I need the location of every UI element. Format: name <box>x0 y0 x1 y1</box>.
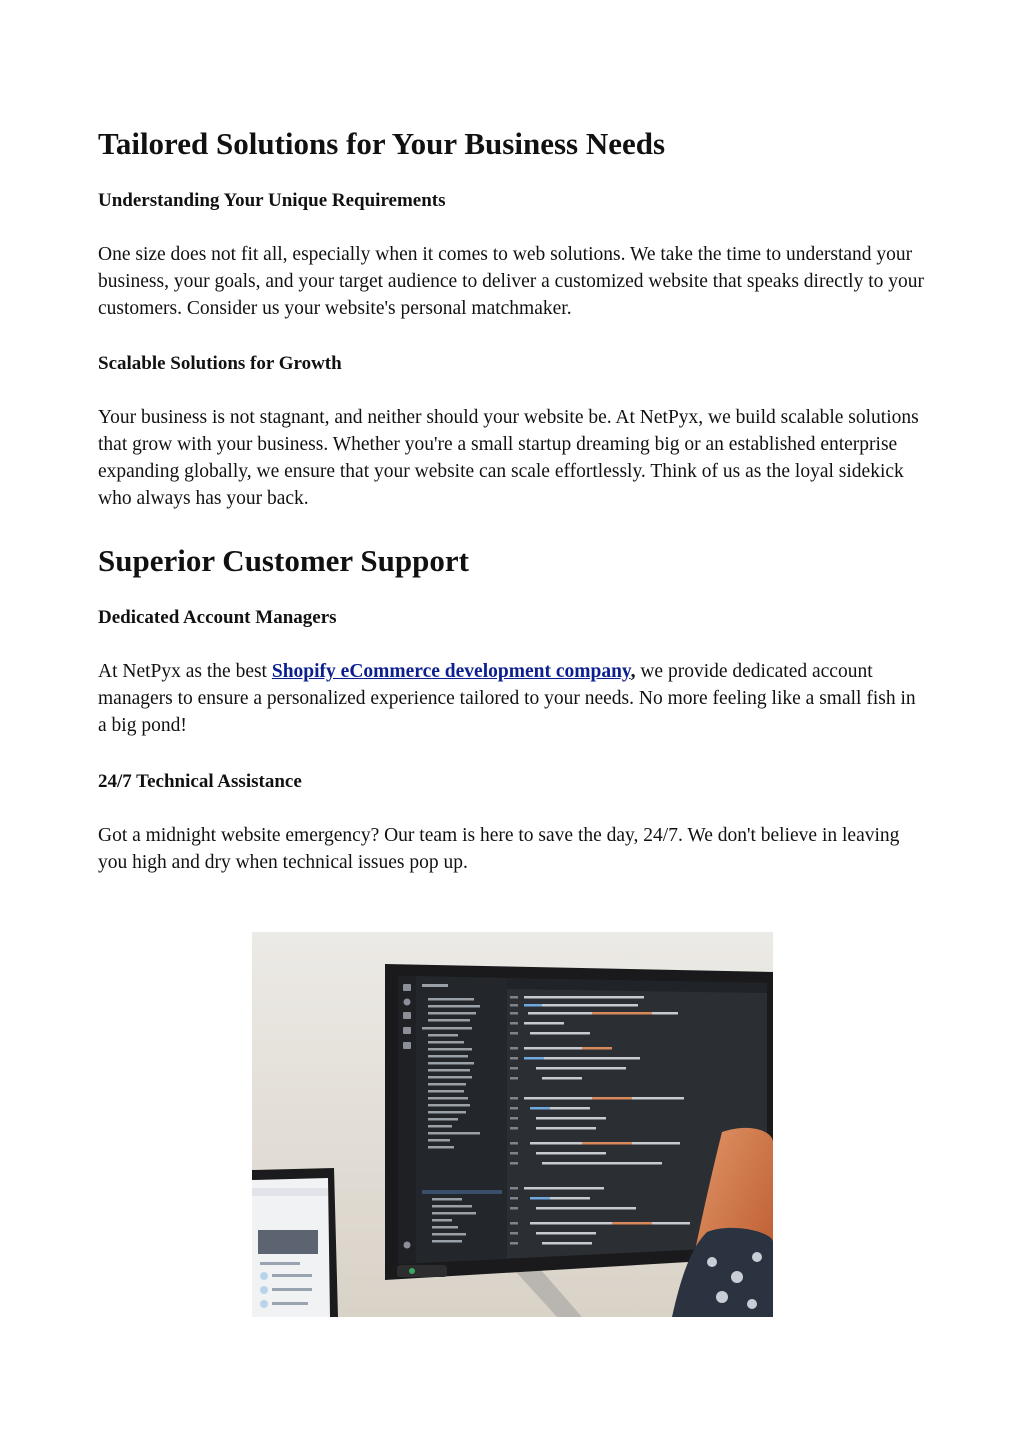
paragraph-prefix: At NetPyx as the best <box>98 661 272 682</box>
paragraph-scalable-solutions: Your business is not stagnant, and neither should your website be. At NetPyx, we build scalable solutions that grow with your business. Whether you're a small startup dreaming big or an established enterprise expanding globally, we ensure that your website can scale effortlessly. Think of us as the loyal sidekick who always has your back. <box>98 407 919 509</box>
editor-activity-bar <box>398 976 416 1264</box>
subsection-title-technical-assistance: 24/7 Technical Assistance <box>98 771 302 792</box>
section-heading-tailored-solutions: Tailored Solutions for Your Business Needs <box>98 126 666 161</box>
subsection-title-unique-requirements: Understanding Your Unique Requirements <box>98 190 446 211</box>
power-led <box>409 1268 415 1274</box>
section-heading-customer-support: Superior Customer Support <box>98 543 469 578</box>
subsection-title-scalable-solutions: Scalable Solutions for Growth <box>98 353 342 374</box>
paragraph-account-managers <box>98 658 928 739</box>
code-editor-monitor-photo <box>252 932 773 1317</box>
paragraph-comma: , <box>630 661 636 682</box>
laptop-toolbar <box>252 1188 328 1196</box>
paragraph-technical-assistance: Got a midnight website emergency? Our team is here to save the day, 24/7. We don't believe in leaving you high and dry when technical issues pop up. <box>98 825 900 873</box>
paragraph-unique-requirements: One size does not fit all, especially when it comes to web solutions. We take the time to understand your business, your goals, and your target audience to deliver a customized website that speaks directly to your customers. Consider us your website's personal matchmaker. <box>98 244 924 319</box>
photo-illustration <box>252 932 773 1317</box>
subsection-title-account-managers: Dedicated Account Managers <box>98 607 337 628</box>
paragraph-suffix: we provide dedicated account managers to ensure a personalized experience tailored to your needs. No more feeling like a small fish in a big pond! <box>98 661 916 736</box>
monitor-chin <box>397 1265 447 1277</box>
shopify-development-link[interactable]: Shopify eCommerce development company <box>271 661 631 682</box>
